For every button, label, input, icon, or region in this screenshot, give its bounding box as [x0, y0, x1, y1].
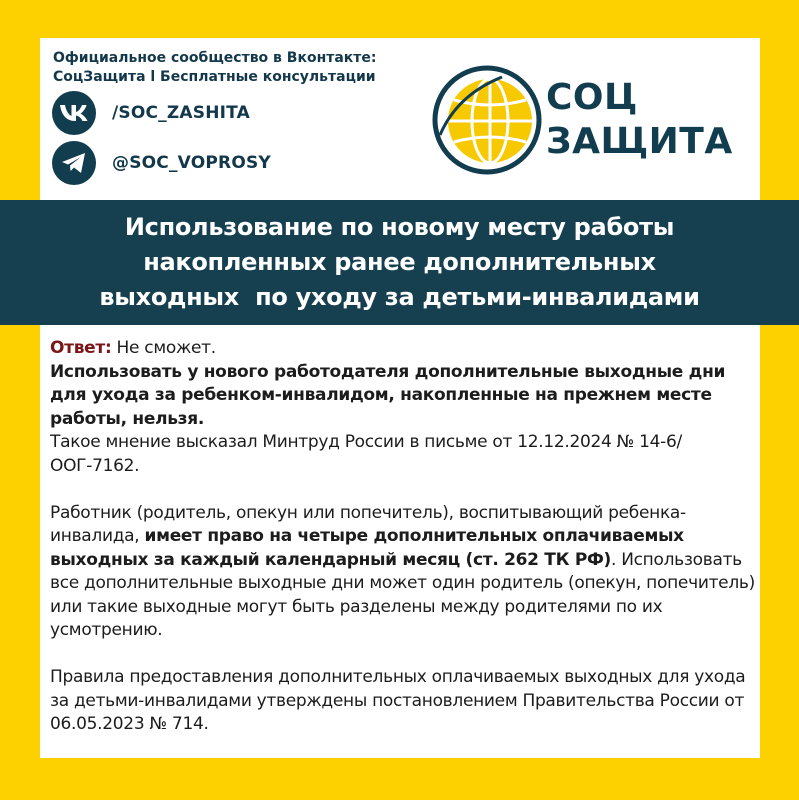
brand-line-2: ЗАЩИТА [546, 121, 733, 162]
article-body [50, 337, 765, 737]
rights-text-end: . Использовать все дополнительные выходные дни может один родитель (опекун, попечитель) или такие выходные могут быть разделены между родителями по их усмотрению. [50, 549, 755, 640]
telegram-icon [52, 141, 96, 185]
telegram-link[interactable] [52, 141, 271, 185]
bold-statement: Использовать у нового работодателя дополнительные выходные дни для ухода за ребенком-инвалидом, накопленные на прежнем месте работы, нельзя. [50, 361, 726, 429]
community-info [53, 49, 377, 87]
vk-icon [52, 91, 96, 135]
answer-paragraph [50, 337, 765, 478]
telegram-handle: @SOC_VOPROSY [112, 153, 271, 173]
title-line-1: Использование по новому месту работы [124, 213, 675, 241]
rights-text-start: Работник (родитель, опекун или попечитель), воспитывающий ребенка-инвалида, [50, 502, 686, 546]
vk-handle: /SOC_ZASHITA [112, 103, 250, 123]
title-banner [0, 200, 799, 325]
globe-logo-icon [432, 65, 542, 175]
opinion-text: Такое мнение высказал Минтруд России в письме от 12.12.2024 № 14-6/ООГ-7162. [50, 432, 682, 476]
brand-logo-text [546, 76, 733, 164]
vk-link[interactable] [52, 91, 250, 135]
page-title [99, 210, 699, 315]
community-line-1: Официальное сообщество в Вконтакте: [53, 50, 377, 66]
answer-text: Не сможет. [111, 338, 216, 358]
rights-paragraph [50, 502, 765, 643]
answer-label: Ответ: [50, 338, 112, 358]
title-line-3: выходных по уходу за детьми-инвалидами [99, 283, 700, 311]
rules-paragraph: Правила предоставления дополнительных оплачиваемых выходных для ухода за детьми-инвалидами утверждены постановлением Правительства России от 06.05.2023 № 714. [50, 667, 746, 734]
brand-line-1: СОЦ [546, 77, 638, 118]
community-line-2: СоцЗащита l Бесплатные консультации [53, 69, 376, 85]
title-line-2: накопленных ранее дополнительных [143, 248, 656, 276]
rights-bold: имеет право на четыре дополнительных оплачиваемых выходных за каждый календарный месяц (ст. 262 ТК РФ) [50, 526, 684, 570]
